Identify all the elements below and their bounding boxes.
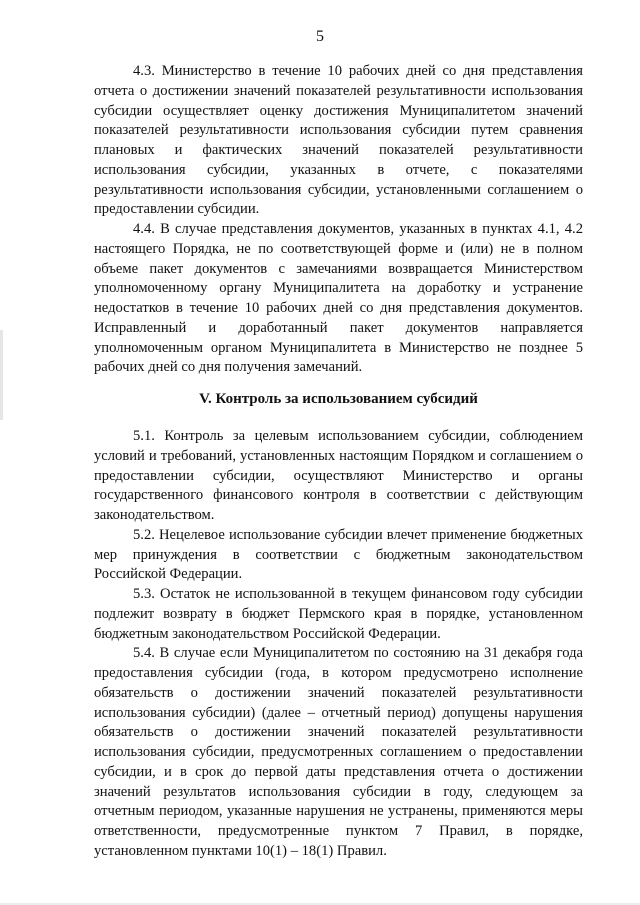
paragraph-5-2: 5.2. Нецелевое использование субсидии влечет применение бюджетных мер принуждения в соответствии с бюджетным законодательством Российской Федерации. — [94, 526, 583, 583]
paragraph-5-3: 5.3. Остаток не использованной в текущем финансовом году субсидии подлежит возврату в бюджет Пермского края в порядке, установленном бюджетным законодательством Российской Федерации. — [94, 586, 583, 642]
page-number: 5 — [316, 28, 324, 45]
paragraph-5-4: 5.4. В случае если Муниципалитетом по состоянию на 31 декабря года предоставления субсидии (года, в котором предусмотрено исполнение обязательств о достижении значений показателей результативности использования субсидии) (далее – отчетный период) допущены нарушения обязательств о достижении значений показателей результативности использования субсидии, предусмотренных соглашением о предоставлении субсидии, и в срок до первой даты представления отчета о достижении значений результатов использования субсидии в году, следующем за отчетным периодом, указанные нарушения не устранены, применяются меры ответственности, предусмотренные пунктом 7 Правил, в порядке, установленном пунктами 10(1) – 18(1) Правил. — [94, 645, 583, 859]
paragraph-4-4: 4.4. В случае представления документов, указанных в пунктах 4.1, 4.2 настоящего Порядка, не по соответствующей форме и (или) не в полном объеме пакет документов с замечаниями возвращается Министерством уполномоченному органу Муниципалитета на доработку и устранение недостатков в течение 10 рабочих дней со дня представления документов. Исправленный и доработанный пакет документов направляется уполномоченным органом Муниципалитета в Министерство не позднее 5 рабочих дней со дня получения замечаний. — [94, 221, 583, 376]
document-body — [94, 62, 583, 862]
scan-edge-mark — [0, 330, 3, 420]
paragraph-4-3: 4.3. Министерство в течение 10 рабочих дней со дня представления отчета о достижении значений показателей результативности использования субсидии осуществляет оценку достижения Муниципалитетом значений показателей результативности использования субсидии путем сравнения плановых и фактических значений показателей результативности использования субсидии, указанных в отчете, с показателями результативности использования субсидии, установленными соглашением о предоставлении субсидии. — [94, 63, 583, 218]
section-title: V. Контроль за использованием субсидий — [199, 391, 478, 407]
paragraph-5-1: 5.1. Контроль за целевым использованием субсидии, соблюдением условий и требований, установленных настоящим Порядком и соглашением о предоставлении субсидии, осуществляют Министерство и органы государственного финансового контроля в соответствии с действующим законодательством. — [94, 428, 583, 523]
